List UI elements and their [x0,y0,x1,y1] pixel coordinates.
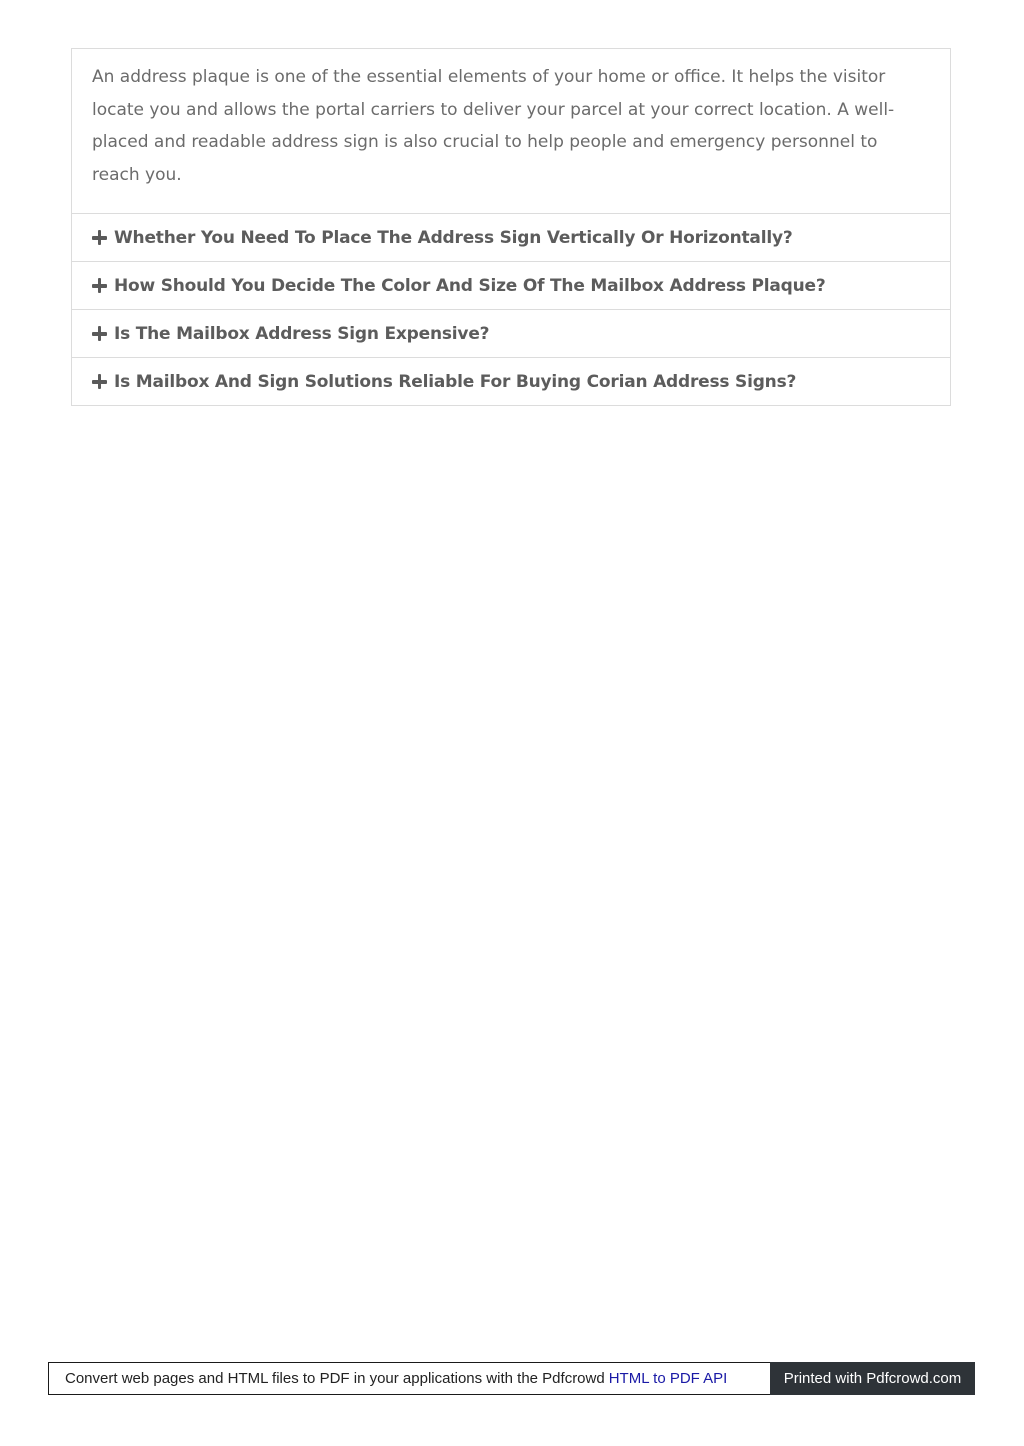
faq-intro-text: An address plaque is one of the essential elements of your home or office. It helps the visitor locate you and allows the portal carriers to deliver your parcel at your correct location. A well-placed and readable address sign is also crucial to help people and emergency personnel to reach you. [92,67,895,185]
faq-question: How Should You Decide The Color And Size Of The Mailbox Address Plaque? [114,275,826,296]
faq-question: Is Mailbox And Sign Solutions Reliable For Buying Corian Address Signs? [114,371,797,392]
footer-message [48,1362,770,1395]
plus-icon [92,326,107,341]
faq-item-reliable[interactable] [72,357,950,405]
faq-question: Whether You Need To Place The Address Sign Vertically Or Horizontally? [114,227,793,248]
faq-item-color-size[interactable] [72,261,950,309]
printed-with-badge[interactable]: Printed with Pdfcrowd.com [770,1362,975,1395]
faq-item-vertical-horizontal[interactable] [72,213,950,261]
html-to-pdf-api-link[interactable]: HTML to PDF API [608,1370,728,1387]
pdfcrowd-footer [48,1362,975,1395]
footer-text: Convert web pages and HTML files to PDF in your applications with the Pdfcrowd [65,1370,605,1387]
plus-icon [92,278,107,293]
plus-icon [92,374,107,389]
faq-accordion [71,48,951,406]
plus-icon [92,230,107,245]
faq-question: Is The Mailbox Address Sign Expensive? [114,323,490,344]
faq-item-expensive[interactable] [72,309,950,357]
